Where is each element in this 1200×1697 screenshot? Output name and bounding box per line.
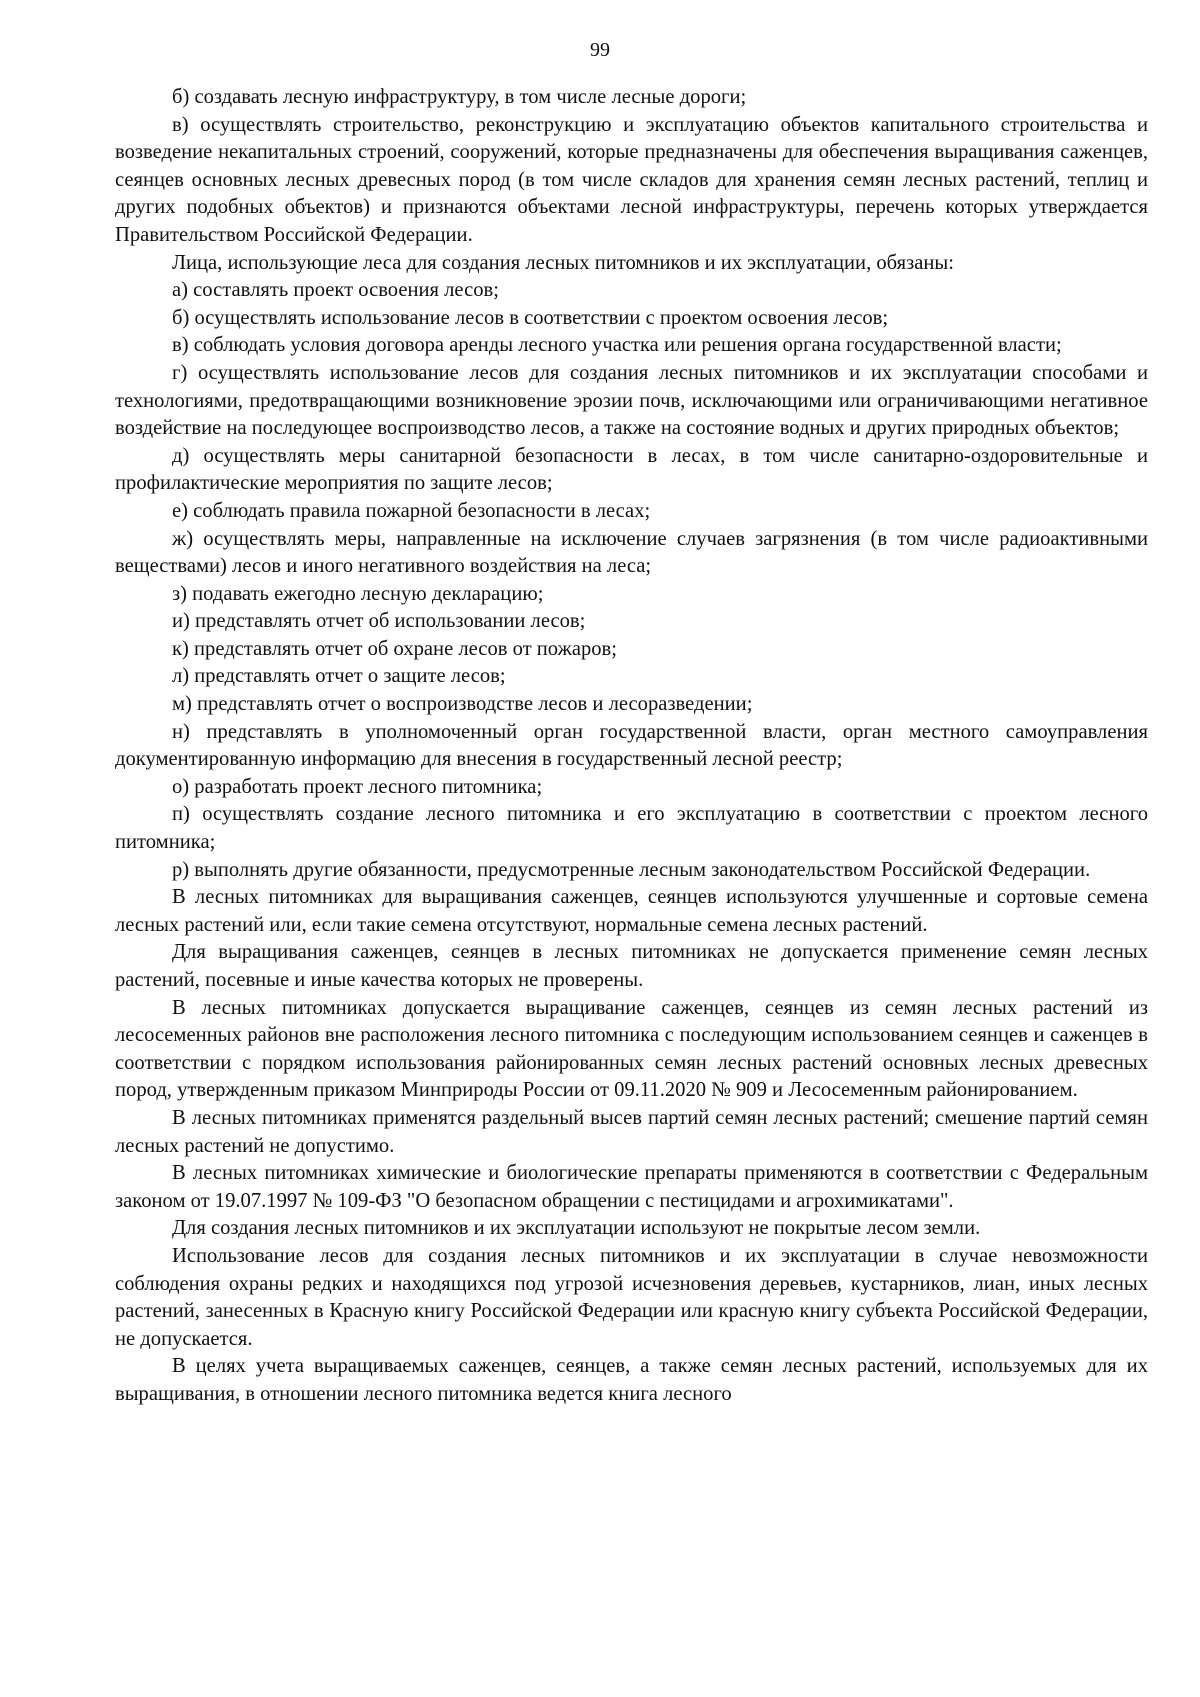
paragraph: Лица, использующие леса для создания лесных питомников и их эксплуатации, обязаны: bbox=[172, 251, 954, 274]
document-body bbox=[115, 84, 1148, 1409]
paragraph: д) осуществлять меры санитарной безопасности в лесах, в том числе санитарно-оздоровительные и профилактические мероприятия по защите лесов; bbox=[115, 444, 1148, 495]
paragraph: В лесных питомниках химические и биологические препараты применяются в соответствии с Федеральным законом от 19.07.1997 № 109-ФЗ "О безопасном обращении с пестицидами и агрохимикатами". bbox=[115, 1162, 1148, 1212]
paragraph: а) составлять проект освоения лесов; bbox=[172, 279, 499, 302]
paragraph: п) осуществлять создание лесного питомника и его эксплуатацию в соответствии с проектом лесного питомника; bbox=[115, 803, 1148, 854]
paragraph: к) представлять отчет об охране лесов от пожаров; bbox=[172, 637, 617, 660]
paragraph: В лесных питомниках применятся раздельный высев партий семян лесных растений; смешение партий семян лесных растений не допустимо. bbox=[115, 1106, 1148, 1157]
paragraph: и) представлять отчет об использовании лесов; bbox=[172, 610, 586, 633]
paragraph: в) соблюдать условия договора аренды лесного участка или решения органа государственной власти; bbox=[172, 334, 1062, 357]
page-number: 99 bbox=[590, 39, 610, 61]
paragraph: ж) осуществлять меры, направленные на исключение случаев загрязнения (в том числе радиоактивными веществами) лесов и иного негативного воздействия на леса; bbox=[115, 527, 1148, 578]
paragraph: Использование лесов для создания лесных питомников и их эксплуатации в случае невозможности соблюдения охраны редких и находящихся под угрозой исчезновения деревьев, кустарников, лиан, иных лесных растений, занесенных в Красную книгу Российской Федерации или красную книгу субъекта Российской Федерации, не допускается. bbox=[115, 1244, 1148, 1350]
paragraph: н) представлять в уполномоченный орган государственной власти, орган местного самоуправления документированную информацию для внесения в государственный лесной реестр; bbox=[115, 720, 1148, 771]
paragraph: Для создания лесных питомников и их эксплуатации используют не покрытые лесом земли. bbox=[172, 1217, 981, 1240]
paragraph: В целях учета выращиваемых саженцев, сеянцев, а также семян лесных растений, используемых для их выращивания, в отношении лесного питомника ведется книга лесного bbox=[115, 1355, 1148, 1405]
paragraph: з) подавать ежегодно лесную декларацию; bbox=[172, 582, 544, 605]
paragraph: е) соблюдать правила пожарной безопасности в лесах; bbox=[172, 499, 651, 522]
paragraph: В лесных питомниках допускается выращивание саженцев, сеянцев из семян лесных растений из лесосеменных районов вне расположения лесного питомника с последующим использованием сеянцев и саженцев в соответствии с порядком использования районированных семян лесных растений основных лесных древесных пород, утвержденным приказом Минприроды России от 09.11.2020 № 909 и Лесосеменным районированием. bbox=[115, 996, 1148, 1102]
paragraph: о) разработать проект лесного питомника; bbox=[172, 775, 543, 798]
paragraph: В лесных питомниках для выращивания саженцев, сеянцев используются улучшенные и сортовые семена лесных растений или, если такие семена отсутствуют, нормальные семена лесных растений. bbox=[115, 886, 1148, 936]
paragraph: б) создавать лесную инфраструктуру, в том числе лесные дороги; bbox=[172, 86, 747, 108]
paragraph: р) выполнять другие обязанности, предусмотренные лесным законодательством Российской Федерации. bbox=[172, 858, 1091, 881]
paragraph: г) осуществлять использование лесов для создания лесных питомников и их эксплуатации способами и технологиями, предотвращающими возникновение эрозии почв, исключающими или ограничивающими негативное воздействие на последующее воспроизводство лесов, а также на состояние водных и других природных объектов; bbox=[115, 361, 1148, 440]
paragraph: Для выращивания саженцев, сеянцев в лесных питомниках не допускается применение семян лесных растений, посевные и иные качества которых не проверены. bbox=[115, 941, 1148, 991]
paragraph: б) осуществлять использование лесов в соответствии с проектом освоения лесов; bbox=[172, 306, 889, 329]
paragraph: м) представлять отчет о воспроизводстве лесов и лесоразведении; bbox=[172, 693, 753, 716]
paragraph: в) осуществлять строительство, реконструкцию и эксплуатацию объектов капитального строительства и возведение некапитальных строений, сооружений, которые предназначены для обеспечения выращивания саженцев, сеянцев основных лесных древесных пород (в том числе складов для хранения семян лесных растений, теплиц и других подобных объектов) и признаются объектами лесной инфраструктуры, перечень которых утверждается Правительством Российской Федерации. bbox=[115, 113, 1148, 246]
paragraph: л) представлять отчет о защите лесов; bbox=[172, 665, 506, 688]
